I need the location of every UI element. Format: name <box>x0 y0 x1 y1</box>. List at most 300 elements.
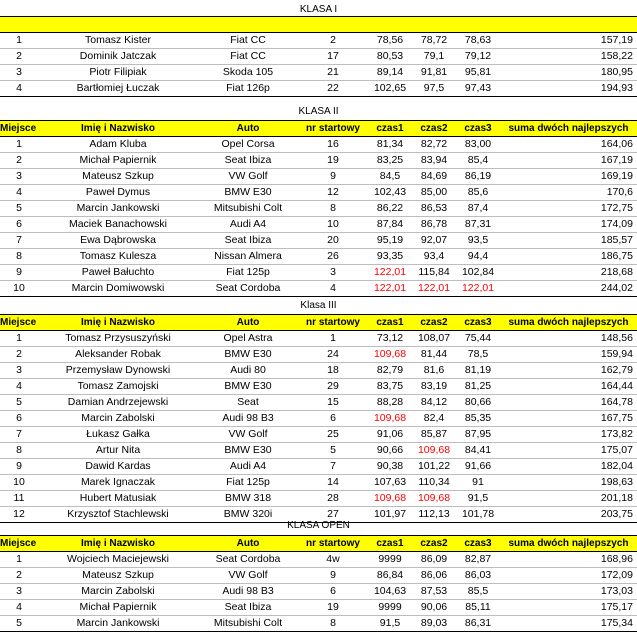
table-cell: 201,18 <box>500 491 637 507</box>
table-row <box>0 169 637 185</box>
table-cell: 79,1 <box>412 49 456 65</box>
table-cell: 169,19 <box>500 169 637 185</box>
table-cell: 2 <box>0 49 38 65</box>
table-cell: 6 <box>0 411 38 427</box>
table-cell: 81,25 <box>456 379 500 395</box>
column-header: Auto <box>198 536 298 552</box>
table-row <box>0 491 637 507</box>
table-cell: Przemysław Dynowski <box>38 363 198 379</box>
table-cell: Seat Cordoba <box>198 552 298 568</box>
table-cell: 16 <box>298 137 368 153</box>
table-cell: 6 <box>298 584 368 600</box>
table-row <box>0 33 637 49</box>
column-header: nr startowy <box>298 315 368 331</box>
table-cell: 107,63 <box>368 475 412 491</box>
table-cell: Dawid Kardas <box>38 459 198 475</box>
table-cell: 93,4 <box>412 249 456 265</box>
table-cell: 5 <box>0 395 38 411</box>
table-cell: 17 <box>298 49 368 65</box>
table-cell: 185,57 <box>500 233 637 249</box>
table-cell: Audi A4 <box>198 217 298 233</box>
table-cell: 75,44 <box>456 331 500 347</box>
section-title: KLASA I <box>299 4 338 15</box>
column-header <box>298 17 368 33</box>
column-header: czas2 <box>412 315 456 331</box>
table-cell: 1 <box>0 331 38 347</box>
table-cell: 244,02 <box>500 281 637 297</box>
table-cell: 122,01 <box>412 281 456 297</box>
table-cell: 86,19 <box>456 169 500 185</box>
table-cell: 86,22 <box>368 201 412 217</box>
column-header <box>38 17 198 33</box>
table-cell: Krzysztof Stachlewski <box>38 507 198 523</box>
table-cell: 81,6 <box>412 363 456 379</box>
table-row <box>0 233 637 249</box>
table-cell: 168,96 <box>500 552 637 568</box>
table-cell: 8 <box>298 616 368 632</box>
table-row <box>0 427 637 443</box>
table-cell: Fiat CC <box>198 33 298 49</box>
table-row <box>0 185 637 201</box>
section-title: KLASA OPEN <box>287 520 350 531</box>
table-row <box>0 281 637 297</box>
table-cell: 14 <box>298 475 368 491</box>
table-row <box>0 153 637 169</box>
table-cell: 7 <box>0 427 38 443</box>
column-header: czas1 <box>368 315 412 331</box>
table-cell: 81,34 <box>368 137 412 153</box>
table-cell: 78,63 <box>456 33 500 49</box>
column-header: czas2 <box>412 121 456 137</box>
section-title: Klasa III <box>300 300 337 311</box>
table-cell: 9 <box>298 169 368 185</box>
table-cell: 104,63 <box>368 584 412 600</box>
table-cell: 164,06 <box>500 137 637 153</box>
table-row <box>0 568 637 584</box>
table-cell: 3 <box>0 65 38 81</box>
table-cell: 4 <box>298 281 368 297</box>
column-header <box>500 17 637 33</box>
table-cell: VW Golf <box>198 427 298 443</box>
results-table <box>0 535 637 632</box>
table-cell: 81,19 <box>456 363 500 379</box>
table-cell: 78,5 <box>456 347 500 363</box>
table-cell: 108,07 <box>412 331 456 347</box>
table-cell: 91,66 <box>456 459 500 475</box>
table-cell: Łukasz Gałka <box>38 427 198 443</box>
results-table <box>0 120 637 297</box>
table-cell: VW Golf <box>198 568 298 584</box>
table-row <box>0 395 637 411</box>
table-cell: 90,06 <box>412 600 456 616</box>
column-header <box>456 17 500 33</box>
table-cell: 85,87 <box>412 427 456 443</box>
table-cell: 101,97 <box>368 507 412 523</box>
table-cell: 86,03 <box>456 568 500 584</box>
table-cell: Seat Cordoba <box>198 281 298 297</box>
table-cell: 10 <box>0 475 38 491</box>
column-header: Imię i Nazwisko <box>38 121 198 137</box>
table-cell: Michał Papiernik <box>38 153 198 169</box>
table-cell: 2 <box>0 568 38 584</box>
table-cell: 1 <box>298 331 368 347</box>
table-cell: 80,53 <box>368 49 412 65</box>
table-cell: BMW 318 <box>198 491 298 507</box>
table-cell: 83,19 <box>412 379 456 395</box>
table-cell: Seat <box>198 395 298 411</box>
table-row <box>0 475 637 491</box>
table-cell: 109,68 <box>412 443 456 459</box>
table-cell: 4 <box>0 81 38 97</box>
table-cell: 4 <box>0 600 38 616</box>
table-cell: 22 <box>298 81 368 97</box>
table-cell: Fiat 125p <box>198 265 298 281</box>
table-cell: 167,75 <box>500 411 637 427</box>
table-cell: Aleksander Robak <box>38 347 198 363</box>
table-cell: 80,66 <box>456 395 500 411</box>
table-cell: 11 <box>0 491 38 507</box>
table-cell: 12 <box>0 507 38 523</box>
table-cell: 9 <box>0 265 38 281</box>
table-cell: 167,19 <box>500 153 637 169</box>
table-cell: 7 <box>0 233 38 249</box>
table-row <box>0 331 637 347</box>
table-cell: 85,4 <box>456 153 500 169</box>
column-header: suma dwóch najlepszych <box>500 315 637 331</box>
table-row <box>0 81 637 97</box>
table-cell: Seat Ibiza <box>198 153 298 169</box>
table-cell: 5 <box>0 201 38 217</box>
table-cell: 10 <box>298 217 368 233</box>
table-cell: Paweł Dymus <box>38 185 198 201</box>
table-cell: 84,12 <box>412 395 456 411</box>
table-cell: 87,4 <box>456 201 500 217</box>
table-cell: 87,84 <box>368 217 412 233</box>
table-cell: 218,68 <box>500 265 637 281</box>
table-cell: 186,75 <box>500 249 637 265</box>
table-row <box>0 265 637 281</box>
table-cell: 83,75 <box>368 379 412 395</box>
table-cell: 6 <box>0 217 38 233</box>
table-cell: 87,31 <box>456 217 500 233</box>
table-cell: 89,03 <box>412 616 456 632</box>
table-cell: Fiat 125p <box>198 475 298 491</box>
table-cell: 6 <box>298 411 368 427</box>
table-cell: 3 <box>0 363 38 379</box>
table-cell: 109,68 <box>368 347 412 363</box>
table-cell: 88,28 <box>368 395 412 411</box>
table-cell: Fiat 126p <box>198 81 298 97</box>
table-cell: 172,09 <box>500 568 637 584</box>
column-header: czas1 <box>368 536 412 552</box>
table-cell: Audi 98 B3 <box>198 411 298 427</box>
column-header: suma dwóch najlepszych <box>500 121 637 137</box>
table-cell: 78,56 <box>368 33 412 49</box>
table-cell: Seat Ibiza <box>198 233 298 249</box>
column-header: czas1 <box>368 121 412 137</box>
table-row <box>0 249 637 265</box>
column-header <box>368 17 412 33</box>
table-row <box>0 201 637 217</box>
table-cell: 86,53 <box>412 201 456 217</box>
table-cell: BMW E30 <box>198 347 298 363</box>
table-cell: 10 <box>0 281 38 297</box>
table-cell: 9999 <box>368 600 412 616</box>
table-cell: 102,65 <box>368 81 412 97</box>
table-cell: 26 <box>298 249 368 265</box>
table-cell: 19 <box>298 600 368 616</box>
table-cell: 101,78 <box>456 507 500 523</box>
table-row <box>0 459 637 475</box>
table-cell: 97,5 <box>412 81 456 97</box>
table-cell: 95,81 <box>456 65 500 81</box>
table-cell: BMW E30 <box>198 185 298 201</box>
table-cell: 4 <box>0 185 38 201</box>
table-cell: Skoda 105 <box>198 65 298 81</box>
column-header: Miejsce <box>0 121 38 137</box>
table-cell: 7 <box>298 459 368 475</box>
table-cell: Nissan Almera <box>198 249 298 265</box>
table-cell: 174,09 <box>500 217 637 233</box>
table-cell: 2 <box>298 33 368 49</box>
table-cell: 4w <box>298 552 368 568</box>
table-cell: 8 <box>0 249 38 265</box>
table-cell: 20 <box>298 233 368 249</box>
table-cell: 115,84 <box>412 265 456 281</box>
table-cell: 109,68 <box>412 491 456 507</box>
column-header: czas3 <box>456 315 500 331</box>
table-cell: Audi 98 B3 <box>198 584 298 600</box>
table-cell: 91 <box>456 475 500 491</box>
results-table <box>0 16 637 97</box>
table-cell: 86,31 <box>456 616 500 632</box>
table-header-row <box>0 315 637 331</box>
table-cell: 89,14 <box>368 65 412 81</box>
table-cell: Adam Kluba <box>38 137 198 153</box>
table-cell: 95,19 <box>368 233 412 249</box>
table-cell: Piotr Filipiak <box>38 65 198 81</box>
table-cell: Marcin Zabolski <box>38 411 198 427</box>
table-cell: Wojciech Maciejewski <box>38 552 198 568</box>
table-row <box>0 217 637 233</box>
table-cell: 78,72 <box>412 33 456 49</box>
table-cell: 81,44 <box>412 347 456 363</box>
table-cell: 91,5 <box>456 491 500 507</box>
table-cell: 90,66 <box>368 443 412 459</box>
table-cell: 97,43 <box>456 81 500 97</box>
table-cell: 3 <box>298 265 368 281</box>
table-cell: Opel Astra <box>198 331 298 347</box>
column-header: Imię i Nazwisko <box>38 536 198 552</box>
table-cell: 93,5 <box>456 233 500 249</box>
table-cell: Maciek Banachowski <box>38 217 198 233</box>
table-cell: Mateusz Szkup <box>38 169 198 185</box>
table-cell: Damian Andrzejewski <box>38 395 198 411</box>
table-cell: 87,53 <box>412 584 456 600</box>
table-row <box>0 584 637 600</box>
table-cell: 9999 <box>368 552 412 568</box>
column-header: czas2 <box>412 536 456 552</box>
table-cell: 18 <box>298 363 368 379</box>
table-row <box>0 363 637 379</box>
table-cell: 175,07 <box>500 443 637 459</box>
table-cell: 82,87 <box>456 552 500 568</box>
table-cell: Marcin Domiwowski <box>38 281 198 297</box>
table-cell: 159,94 <box>500 347 637 363</box>
table-cell: Seat Ibiza <box>198 600 298 616</box>
table-cell: 164,44 <box>500 379 637 395</box>
table-cell: 8 <box>0 443 38 459</box>
table-cell: BMW E30 <box>198 379 298 395</box>
table-cell: Marcin Zabolski <box>38 584 198 600</box>
table-cell: VW Golf <box>198 169 298 185</box>
column-header: nr startowy <box>298 536 368 552</box>
table-cell: Mateusz Szkup <box>38 568 198 584</box>
table-cell: 84,5 <box>368 169 412 185</box>
table-cell: 83,25 <box>368 153 412 169</box>
table-cell: Opel Corsa <box>198 137 298 153</box>
table-cell: 83,00 <box>456 137 500 153</box>
table-cell: 85,35 <box>456 411 500 427</box>
table-cell: 92,07 <box>412 233 456 249</box>
table-cell: 85,11 <box>456 600 500 616</box>
column-header <box>0 17 38 33</box>
table-cell: 28 <box>298 491 368 507</box>
column-header <box>198 17 298 33</box>
table-cell: 27 <box>298 507 368 523</box>
table-cell: Audi A4 <box>198 459 298 475</box>
table-cell: 86,06 <box>412 568 456 584</box>
table-cell: 73,12 <box>368 331 412 347</box>
table-cell: 180,95 <box>500 65 637 81</box>
column-header: Auto <box>198 121 298 137</box>
table-cell: 85,6 <box>456 185 500 201</box>
table-cell: 85,00 <box>412 185 456 201</box>
table-cell: 19 <box>298 153 368 169</box>
table-cell: 9 <box>0 459 38 475</box>
table-cell: 8 <box>298 201 368 217</box>
table-cell: 5 <box>298 443 368 459</box>
column-header: suma dwóch najlepszych <box>500 536 637 552</box>
table-cell: 109,68 <box>368 411 412 427</box>
table-cell: BMW E30 <box>198 443 298 459</box>
table-row <box>0 552 637 568</box>
table-cell: 15 <box>298 395 368 411</box>
table-cell: 86,84 <box>368 568 412 584</box>
table-cell: 2 <box>0 153 38 169</box>
table-cell: Marcin Jankowski <box>38 616 198 632</box>
column-header: Miejsce <box>0 315 38 331</box>
table-cell: 3 <box>0 169 38 185</box>
column-header: Imię i Nazwisko <box>38 315 198 331</box>
column-header: Auto <box>198 315 298 331</box>
table-row <box>0 49 637 65</box>
table-cell: 85,5 <box>456 584 500 600</box>
table-cell: Tomasz Kister <box>38 33 198 49</box>
table-cell: 12 <box>298 185 368 201</box>
table-cell: BMW 320i <box>198 507 298 523</box>
section-title: KLASA II <box>298 106 339 117</box>
table-row <box>0 616 637 632</box>
table-cell: 102,84 <box>456 265 500 281</box>
table-cell: Tomasz Zamojski <box>38 379 198 395</box>
table-cell: Dominik Jatczak <box>38 49 198 65</box>
table-cell: Bartłomiej Łuczak <box>38 81 198 97</box>
table-row <box>0 443 637 459</box>
table-row <box>0 411 637 427</box>
table-row <box>0 379 637 395</box>
table-cell: 122,01 <box>456 281 500 297</box>
table-cell: 194,93 <box>500 81 637 97</box>
table-cell: Mitsubishi Colt <box>198 201 298 217</box>
table-cell: 101,22 <box>412 459 456 475</box>
table-cell: 3 <box>0 584 38 600</box>
table-cell: 90,38 <box>368 459 412 475</box>
table-cell: 162,79 <box>500 363 637 379</box>
table-cell: 110,34 <box>412 475 456 491</box>
table-cell: 93,35 <box>368 249 412 265</box>
table-cell: 164,78 <box>500 395 637 411</box>
table-cell: 84,41 <box>456 443 500 459</box>
table-cell: 79,12 <box>456 49 500 65</box>
table-cell: 4 <box>0 379 38 395</box>
table-cell: 173,82 <box>500 427 637 443</box>
table-cell: 102,43 <box>368 185 412 201</box>
table-cell: 175,17 <box>500 600 637 616</box>
table-cell: 122,01 <box>368 265 412 281</box>
table-cell: 9 <box>298 568 368 584</box>
table-cell: 82,4 <box>412 411 456 427</box>
column-header: czas3 <box>456 121 500 137</box>
table-cell: 29 <box>298 379 368 395</box>
table-cell: Paweł Bałuchto <box>38 265 198 281</box>
table-cell: 122,01 <box>368 281 412 297</box>
table-cell: 173,03 <box>500 584 637 600</box>
column-header: Miejsce <box>0 536 38 552</box>
column-header <box>412 17 456 33</box>
table-row <box>0 137 637 153</box>
table-cell: 84,69 <box>412 169 456 185</box>
table-cell: 1 <box>0 552 38 568</box>
table-cell: 1 <box>0 137 38 153</box>
table-header-row <box>0 17 637 33</box>
table-cell: Audi 80 <box>198 363 298 379</box>
table-cell: 158,22 <box>500 49 637 65</box>
table-row <box>0 65 637 81</box>
table-cell: 86,78 <box>412 217 456 233</box>
table-cell: 157,19 <box>500 33 637 49</box>
table-cell: 112,13 <box>412 507 456 523</box>
table-cell: 198,63 <box>500 475 637 491</box>
table-cell: Marek Ignaczak <box>38 475 198 491</box>
table-cell: Michał Papiernik <box>38 600 198 616</box>
table-cell: 203,75 <box>500 507 637 523</box>
table-cell: 91,5 <box>368 616 412 632</box>
table-cell: Tomasz Przysuszyński <box>38 331 198 347</box>
table-cell: 82,72 <box>412 137 456 153</box>
table-row <box>0 600 637 616</box>
table-cell: 24 <box>298 347 368 363</box>
table-cell: Hubert Matusiak <box>38 491 198 507</box>
table-cell: Mitsubishi Colt <box>198 616 298 632</box>
table-cell: 1 <box>0 33 38 49</box>
table-cell: 2 <box>0 347 38 363</box>
table-cell: 182,04 <box>500 459 637 475</box>
table-cell: 94,4 <box>456 249 500 265</box>
table-cell: 86,09 <box>412 552 456 568</box>
table-cell: 148,56 <box>500 331 637 347</box>
table-cell: 83,94 <box>412 153 456 169</box>
